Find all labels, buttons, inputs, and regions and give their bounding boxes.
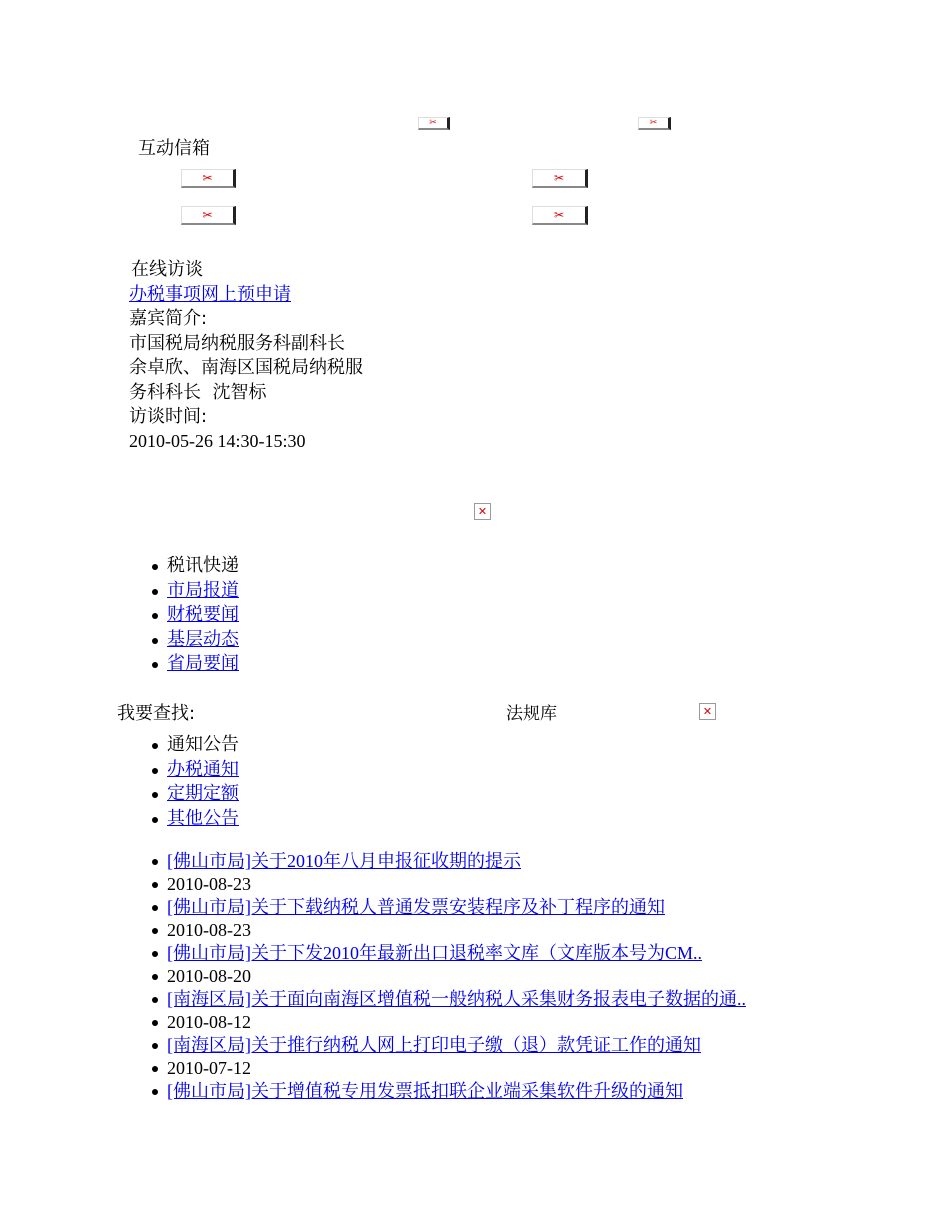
mailbox-button-2[interactable]: ✂: [532, 169, 588, 188]
search-category-select[interactable]: 法规库: [506, 704, 557, 723]
list-item[interactable]: [南海区局]关于推行纳税人网上打印电子缴（退）款凭证工作的通知: [167, 1034, 746, 1057]
tab-other-notices[interactable]: 其他公告: [167, 807, 239, 832]
tab-city-reports[interactable]: 市局报道: [167, 579, 239, 604]
list-item-date: 2010-08-23: [167, 873, 746, 896]
list-item-date: 2010-07-12: [167, 1057, 746, 1080]
search-button[interactable]: ✕: [699, 703, 716, 720]
tab-tax-notices[interactable]: 办税通知: [167, 758, 239, 783]
mailbox-button-4[interactable]: ✂: [532, 206, 588, 225]
guest-line-3: 务科科长 沈智标: [129, 382, 267, 403]
notice-list: [167, 850, 746, 1103]
news-tabs: [167, 554, 239, 677]
top-banner-image-1: ✂: [418, 117, 450, 130]
guest-line-1: 市国税局纳税服务科副科长: [129, 333, 345, 354]
guest-label: 嘉宾简介:: [129, 308, 208, 329]
mailbox-button-1[interactable]: ✂: [181, 169, 236, 188]
center-image: ✕: [474, 503, 491, 520]
search-label: 我要查找:: [117, 703, 196, 724]
tab-province-news[interactable]: 省局要闻: [167, 652, 239, 677]
time-value: 2010-05-26 14:30-15:30: [129, 431, 306, 451]
tab-finance-news[interactable]: 财税要闻: [167, 603, 239, 628]
list-item[interactable]: [佛山市局]关于下发2010年最新出口退税率文库（文库版本号为CM..: [167, 942, 746, 965]
interview-prebook-link[interactable]: 办税事项网上预申请: [129, 284, 291, 305]
tab-tax-express: 税讯快递: [167, 554, 239, 579]
tab-fixed-quota[interactable]: 定期定额: [167, 782, 239, 807]
center-image-link[interactable]: [514, 522, 520, 536]
tab-grassroots[interactable]: 基层动态: [167, 628, 239, 653]
list-item[interactable]: [佛山市局]关于下载纳税人普通发票安装程序及补丁程序的通知: [167, 896, 746, 919]
mailbox-title: 互动信箱: [138, 138, 210, 159]
guest-line-2: 余卓欣、南海区国税局纳税服: [129, 357, 363, 378]
interview-title: 在线访谈: [131, 259, 203, 280]
mailbox-button-3[interactable]: ✂: [181, 206, 236, 225]
list-item[interactable]: [佛山市局]关于增值税专用发票抵扣联企业端采集软件升级的通知: [167, 1080, 746, 1103]
list-item[interactable]: [南海区局]关于面向南海区增值税一般纳税人采集财务报表电子数据的通..: [167, 989, 746, 1009]
top-banner-image-2: ✂: [638, 117, 671, 130]
list-item-date: 2010-08-20: [167, 965, 746, 988]
list-item[interactable]: [佛山市局]关于2010年八月申报征收期的提示: [167, 850, 746, 873]
list-item-date: 2010-08-12: [167, 1011, 746, 1034]
tab-notices: 通知公告: [167, 733, 239, 758]
list-item-date: 2010-08-23: [167, 919, 746, 942]
time-label: 访谈时间:: [129, 406, 208, 427]
notice-tabs: [167, 733, 239, 831]
